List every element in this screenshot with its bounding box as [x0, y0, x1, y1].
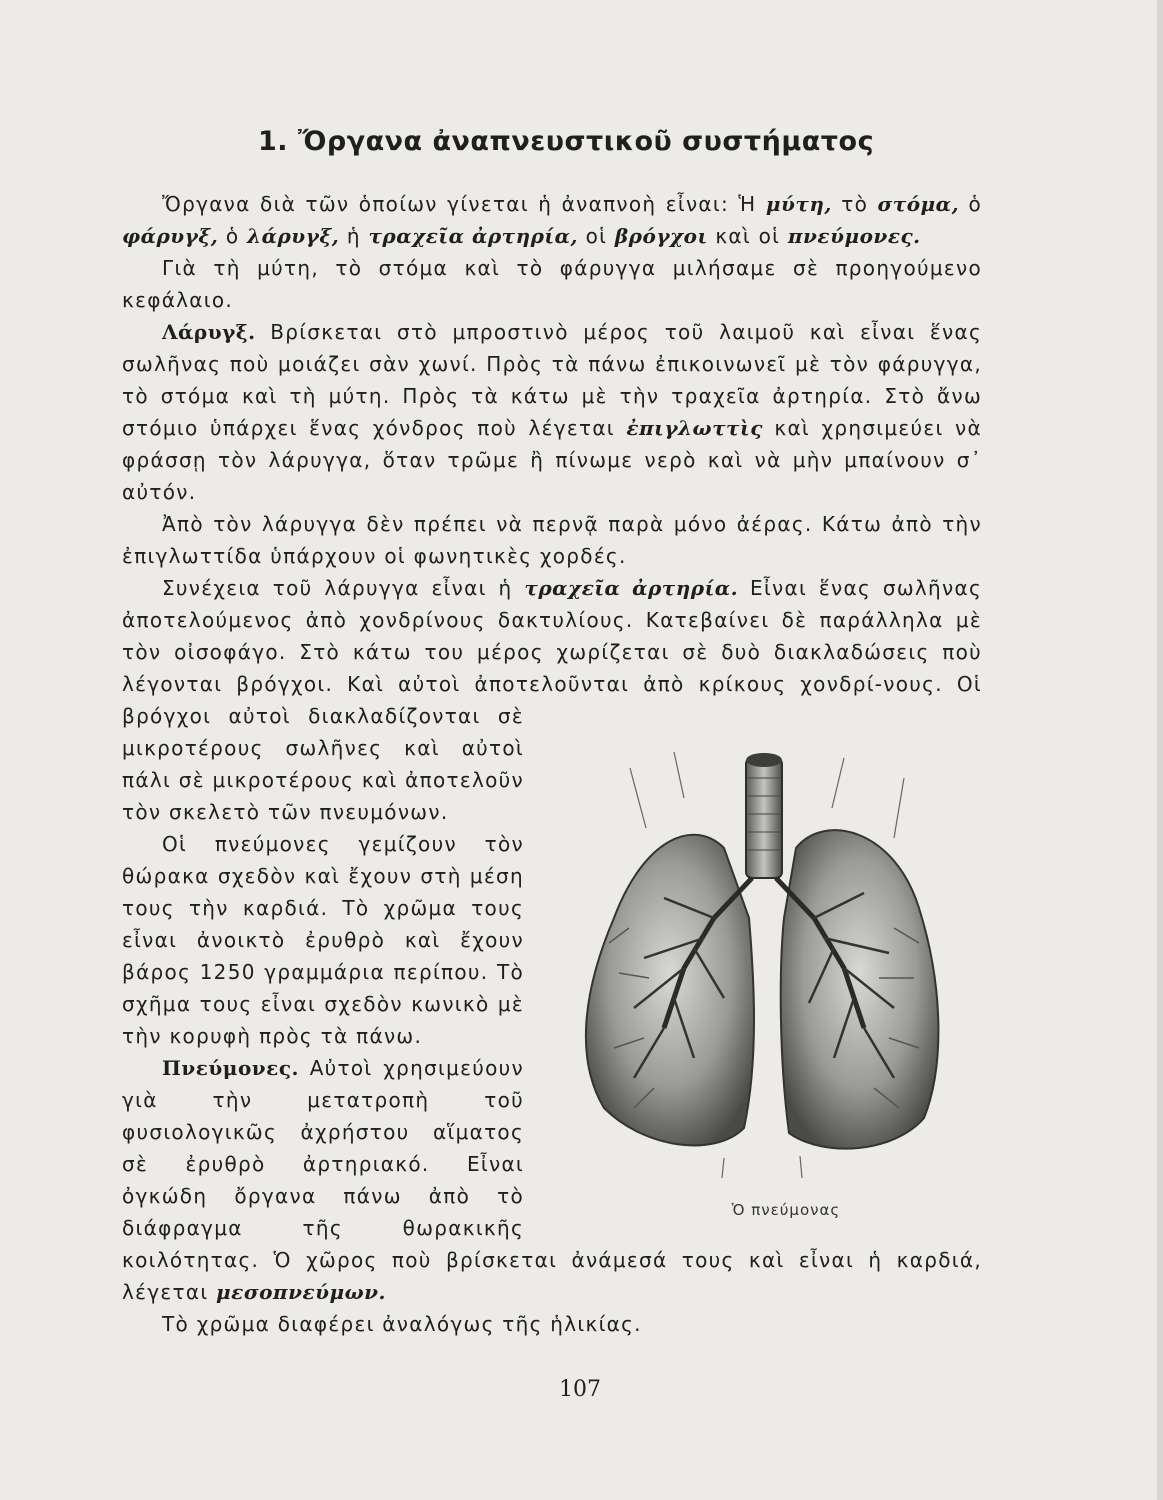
term-epiglottis: ἐπιγλωττὶς — [626, 416, 763, 440]
paragraph-lungs-shape: Οἱ πνεύμονες γεμίζουν τὸν θώρακα σχεδὸν καὶ ἔχουν στὴ μέση τους τὴν καρδιά. Τὸ χρῶμα τους εἶναι ἀνοικτὸ ἐρυθρὸ καὶ ἔχουν βάρος 1250 γραμμάρια περίπου. Τὸ σχῆμα τους εἶναι σχεδὸν κωνικὸ μὲ τὴν κορυφὴ πρὸς τὰ πάνω. — [122, 832, 524, 1048]
section-heading: Ὄργανα ἀναπνευστικοῦ συστήματος — [297, 126, 875, 157]
figure-caption: Ὁ πνεύμονας — [731, 1201, 841, 1219]
term-mouth: στόμα, — [877, 192, 960, 216]
paragraph-vocal-cords: Ἀπὸ τὸν λάρυγγα δὲν πρέπει νὰ περνᾷ παρὰ μόνο ἀέρας. Κάτω ἀπὸ τὴν ἐπιγλωττίδα ὑπάρχουν οἱ φωνητικὲς χορδές. — [122, 512, 982, 568]
heading-lungs: Πνεύμονες. — [162, 1056, 299, 1080]
term-nose: μύτη, — [765, 192, 832, 216]
lungs-illustration-icon — [574, 728, 958, 1188]
trachea-description-end: νους. Οἱ βρόγχοι αὐτοὶ διακλαδίζονται σὲ μικροτέρους σωλῆνες καὶ αὐτοὶ πάλι σὲ μικροτέρους καὶ ἀποτελοῦν τὸν σκελετὸ τῶν πνευμόνων. — [122, 672, 983, 824]
trachea-description-start: Εἶναι ἕνας σωλῆνας ἀποτελούμενος ἀπὸ χονδρίνους δακτυλίους. Κατεβαίνει δὲ παράλληλα μὲ τὸν οἰσοφάγο. Στὸ κάτω του μέρος χωρίζεται σὲ δυὸ διακλαδώσεις ποὺ λέγονται βρόγχοι. Καὶ αὐτοὶ ἀποτελοῦνται ἀπὸ κρίκους χονδρί- — [122, 576, 982, 696]
paragraph-trachea: Συνέχεια τοῦ λάρυγγα εἶναι ἡ τραχεῖα ἀρτηρία. Εἶναι ἕνας σωλῆνας ἀποτελούμενος ἀπὸ χονδρίνους δακτυλίους. Κατεβαίνει δὲ παράλληλα μὲ τὸν οἰσοφάγο. Στὸ κάτω του μέρος χωρίζεται σὲ δυὸ διακλαδώσεις ποὺ λέγονται βρόγχοι. Καὶ αὐτοὶ ἀποτελοῦνται ἀπὸ κρίκους χονδρί- Ὁ πνεύμονας νους. Οἱ βρόγχοι αὐτοὶ διακλαδίζονται σὲ μικροτέρους σωλῆνες καὶ αὐτοὶ πάλι σὲ μικροτέρους καὶ ἀποτελοῦν τὸν σκελετὸ τῶν πνευμόνων. — [122, 572, 982, 828]
term-trachea: τραχεῖα ἀρτηρία, — [368, 224, 578, 248]
term-mediastinum: μεσοπνεύμων. — [216, 1280, 387, 1304]
page-edge — [1157, 0, 1163, 1500]
paragraph-lungs: Πνεύμονες. Αὐτοὶ χρησιμεύουν γιὰ τὴν μετατροπὴ τοῦ φυσιολογικῶς ἀχρήστου αἵματος σὲ ἐρυθρὸ ἀρτηριακό. Εἶναι ὀγκώδη ὄργανα πάνω ἀπὸ τὸ διάφραγμα τῆς θωρακικῆς κοιλότητας. Ὁ χῶρος ποὺ βρίσκεται ἀνάμεσά τους καὶ εἶναι ἡ καρδιά, λέγεται μεσοπνεύμων. — [122, 1056, 982, 1304]
paragraph-organs-list: Ὄργανα διὰ τῶν ὁποίων γίνεται ἡ ἀναπνοὴ εἶναι: Ἡ μύτη, τὸ στόμα, ὁ φάρυγξ, ὁ λάρυγξ, ἡ τραχεῖα ἀρτηρία, οἱ βρόγχοι καὶ οἱ πνεύμονες. — [122, 192, 982, 248]
heading-larynx: Λάρυγξ. — [162, 320, 256, 344]
paragraph-previous-chapter: Γιὰ τὴ μύτη, τὸ στόμα καὶ τὸ φάρυγγα μιλήσαμε σὲ προηγούμενο κεφάλαιο. — [122, 256, 982, 312]
lungs-figure — [546, 700, 986, 1228]
term-pharynx: φάρυγξ, — [122, 224, 219, 248]
term-lungs: πνεύμονες. — [787, 224, 921, 248]
body-text — [122, 188, 982, 1340]
paragraph-color: Τὸ χρῶμα διαφέρει ἀναλόγως τῆς ἡλικίας. — [162, 1312, 642, 1336]
paragraph-larynx: Λάρυγξ. Βρίσκεται στὸ μπροστινὸ μέρος τοῦ λαιμοῦ καὶ εἶναι ἕνας σωλῆνας ποὺ μοιάζει σὰν χωνί. Πρὸς τὰ πάνω ἐπικοινωνεῖ μὲ τὸν φάρυγγα, τὸ στόμα καὶ τὴ μύτη. Πρὸς τὰ κάτω μὲ τὴν τραχεῖα ἀρτηρία. Στὸ ἄνω στόμιο ὑπάρχει ἕνας χόνδρος ποὺ λέγεται ἐπιγλωττὶς καὶ χρησιμεύει νὰ φράσσῃ τὸν λάρυγγα, ὅταν τρῶμε ἢ πίνωμε νερὸ καὶ νὰ μὴν μπαίνουν σ᾽ αὐτόν. — [122, 320, 982, 504]
page-number: 107 — [559, 1377, 601, 1402]
term-bronchi: βρόγχοι — [614, 224, 708, 248]
term-trachea-artery: τραχεῖα ἀρτηρία. — [524, 576, 739, 600]
term-larynx: λάρυγξ, — [247, 224, 340, 248]
section-title — [258, 126, 898, 157]
section-number: 1. — [258, 126, 289, 157]
